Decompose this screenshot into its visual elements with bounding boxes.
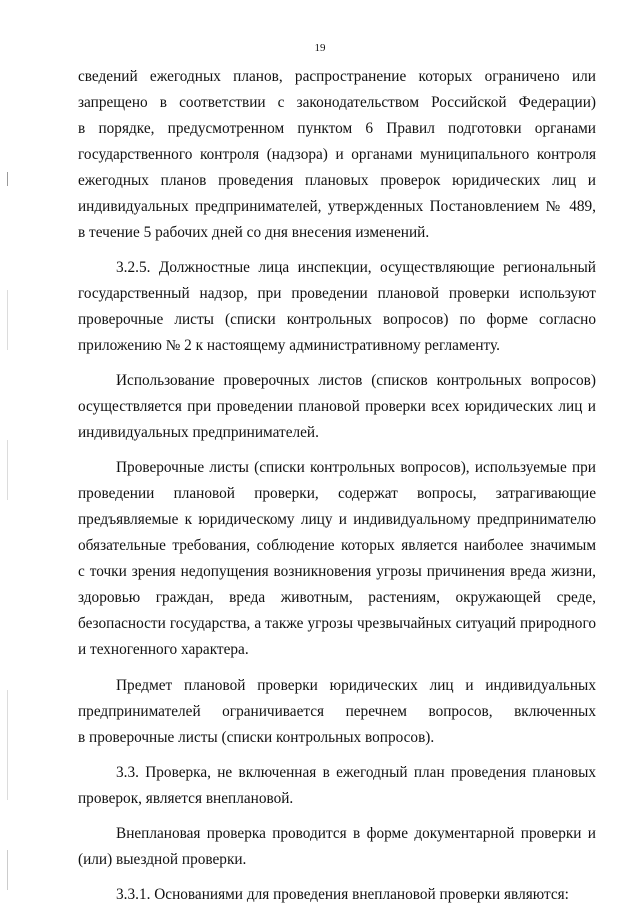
- text-line: безопасности государства, а также угрозы чрезвычайных ситуаций природного: [78, 615, 596, 632]
- text-line: государственный надзор, при проведении плановой проверки используют: [78, 285, 596, 302]
- text-line: предъявляемые к юридическому лицу и индивидуальному предпринимателю: [78, 511, 596, 528]
- text-line: и техногенного характера.: [78, 641, 249, 658]
- text-line: осуществляется при проведении плановой проверки всех юридических лиц и: [78, 398, 596, 415]
- paragraph: [78, 760, 596, 812]
- paragraph-spacer: [78, 751, 596, 760]
- scan-margin-mark: [7, 172, 8, 186]
- text-line: 3.3.1. Основаниями для проведения внеплановой проверки являются:: [116, 886, 569, 903]
- text-line: проверочные листы (списки контрольных вопросов) по форме согласно: [78, 311, 596, 328]
- paragraph: [78, 821, 596, 873]
- text-line: Предмет плановой проверки юридических лиц и индивидуальных: [116, 677, 596, 694]
- text-line: проведении плановой проверки, содержат вопросы, затрагивающие: [78, 485, 596, 502]
- paragraph-spacer: [78, 663, 596, 673]
- text-line: с точки зрения недопущения возникновения угрозы причинения вреда жизни,: [78, 563, 596, 580]
- text-line: обязательные требования, соблюдение которых является наиболее значимым: [78, 537, 596, 554]
- text-line: 3.3. Проверка, не включенная в ежегодный план проведения плановых: [116, 764, 596, 781]
- text-line: проверок, является внеплановой.: [78, 790, 294, 807]
- text-line: в порядке, предусмотренном пунктом 6 Правил подготовки органами: [78, 120, 596, 137]
- text-line: 3.2.5. Должностные лица инспекции, осуществляющие региональный: [116, 259, 596, 276]
- paragraph: [78, 455, 596, 663]
- paragraph-spacer: [78, 446, 596, 455]
- text-line: в течение 5 рабочих дней со дня внесения изменений.: [78, 224, 430, 241]
- text-line: (или) выездной проверки.: [78, 851, 247, 868]
- paragraph-spacer: [78, 246, 596, 255]
- paragraph: [78, 255, 596, 359]
- paragraph: [78, 673, 596, 751]
- text-line: государственного контроля (надзора) и органами муниципального контроля: [78, 146, 596, 163]
- text-line: индивидуальных предпринимателей.: [78, 424, 319, 441]
- text-line: предпринимателей ограничивается перечнем вопросов, включенных: [78, 703, 596, 720]
- text-line: Внеплановая проверка проводится в форме документарной проверки и: [116, 825, 596, 842]
- text-line: запрещено в соответствии с законодательством Российской Федерации): [78, 94, 596, 111]
- text-line: индивидуальных предпринимателей, утвержденных Постановлением № 489,: [78, 198, 596, 215]
- paragraph-spacer: [78, 873, 596, 882]
- scan-margin-mark: [7, 690, 8, 800]
- paragraph: [78, 882, 596, 908]
- paragraph: [78, 368, 596, 446]
- text-line: ежегодных планов проведения плановых проверок юридических лиц и: [78, 172, 596, 189]
- text-line: сведений ежегодных планов, распространение которых ограничено или: [78, 68, 596, 85]
- text-line: приложению № 2 к настоящему административному регламенту.: [78, 337, 500, 354]
- scan-margin-mark: [7, 440, 8, 500]
- scan-margin-mark: [7, 290, 8, 350]
- text-line: Использование проверочных листов (списков контрольных вопросов): [116, 372, 596, 389]
- paragraph-spacer: [78, 812, 596, 821]
- paragraph-spacer: [78, 359, 596, 368]
- page-number: 19: [314, 42, 326, 54]
- text-line: здоровью граждан, вреда животным, растениям, окружающей среде,: [78, 589, 596, 606]
- paragraph: [78, 64, 596, 246]
- scan-margin-mark: [7, 850, 8, 890]
- document-body: [78, 64, 596, 908]
- text-line: Проверочные листы (списки контрольных вопросов), используемые при: [116, 459, 596, 476]
- text-line: в проверочные листы (списки контрольных вопросов).: [78, 729, 435, 746]
